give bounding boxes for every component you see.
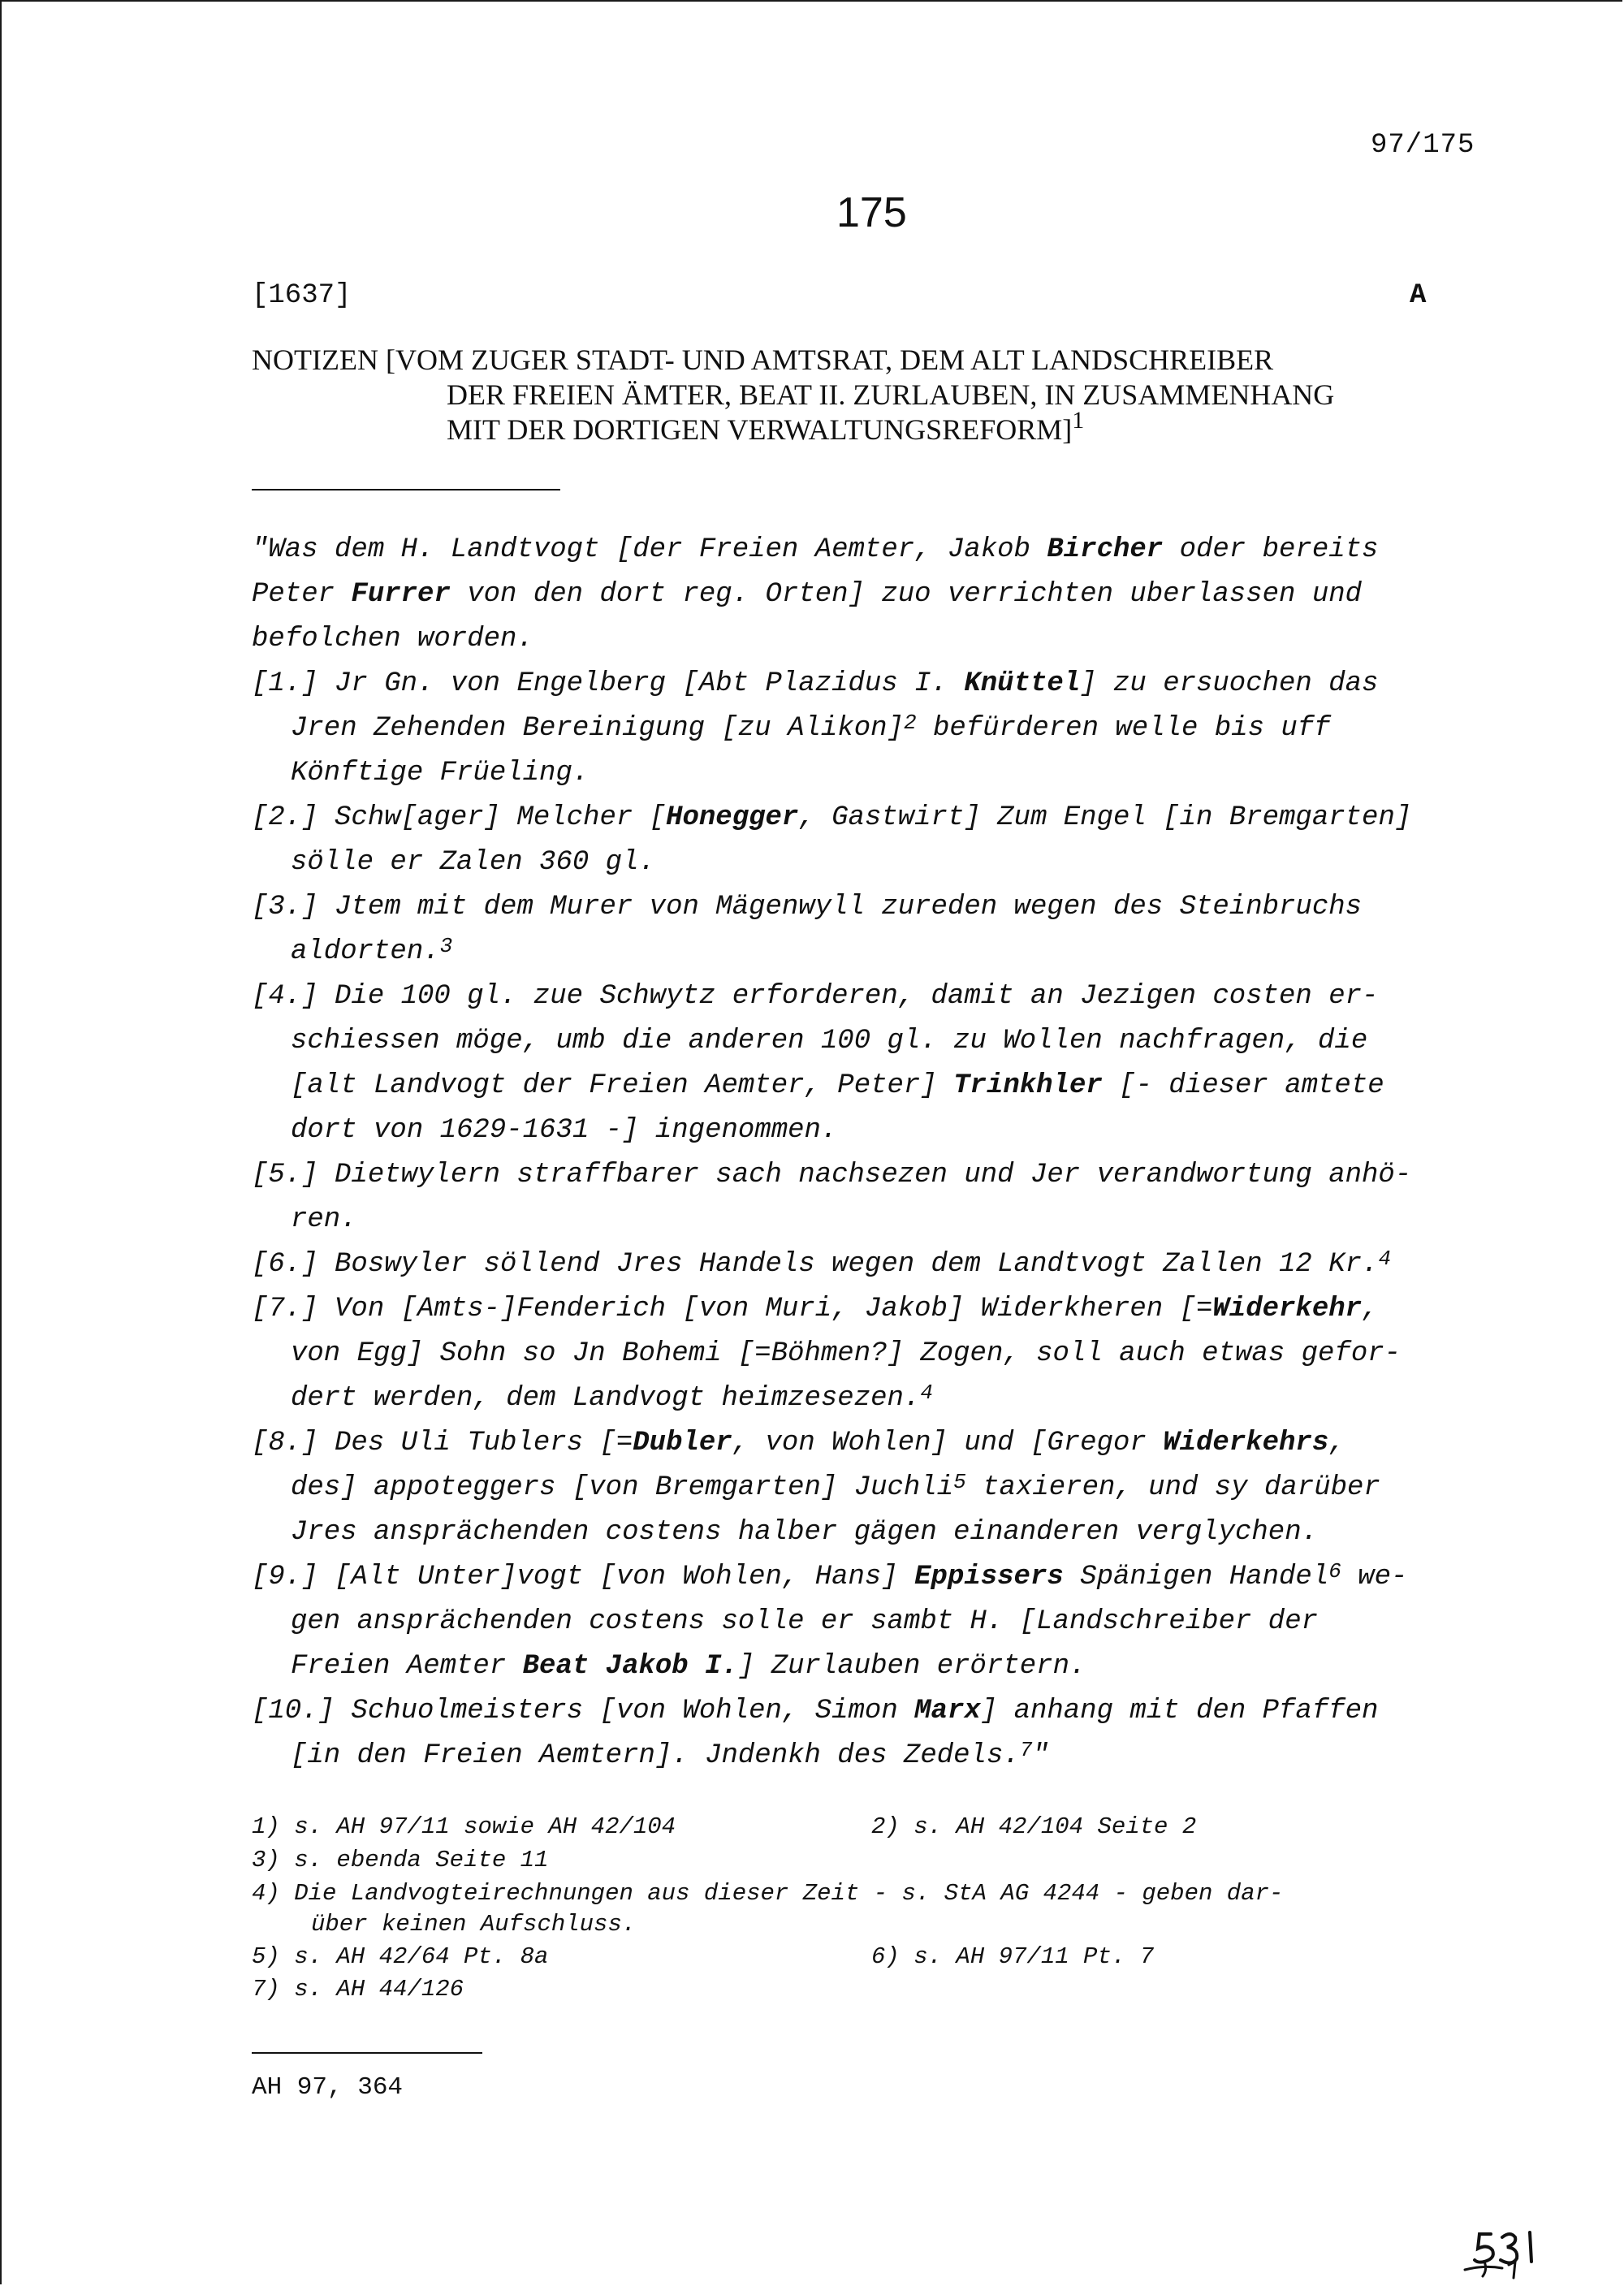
item-4-line: [4.] Die 100 gl. zue Schwytz erforderen, damit an Jezigen costen er- [252,981,1379,1012]
item-4-line: schiessen möge, umb die anderen 100 gl. zu Wollen nachfragen, die [291,1026,1368,1057]
name-widerkehrs: Widerkehrs [1163,1428,1329,1458]
name-beat-jakob: Beat Jakob I. [522,1651,738,1682]
page-number: 175 [836,189,907,236]
footnote-7: 7) s. AH 44/126 [252,1976,464,2003]
item-9-line: gen ansprächenden costens solle er sambt H. [Landschreiber der [291,1606,1319,1637]
footnote-marker: 1 [1072,407,1085,434]
item-8-line: des] appoteggers [von Bremgarten] Juchli$^5$ taxieren, und sy darüber [291,1470,1380,1503]
footnote-3: 3) s. ebenda Seite 11 [252,1847,549,1873]
footnote-1: 1) s. AH 97/11 sowie AH 42/104 [252,1813,676,1840]
title-text: MIT DER DORTIGEN VERWALTUNGSREFORM] [447,413,1073,446]
name-dubler: Dubler [633,1428,732,1458]
item-9-line: [9.] [Alt Unter]vogt [von Wohlen, Hans] Eppissers Spänigen Handel$^6$ we- [252,1559,1408,1592]
footnote-2: 2) s. AH 42/104 Seite 2 [871,1813,1197,1840]
item-10-line: [in den Freien Aemtern]. Jndenkh des Zedels.$^7$" [291,1738,1049,1771]
document-reference: 97/175 [1371,130,1475,161]
name-trinkhler: Trinkhler [953,1070,1103,1101]
separator-rule [252,2052,482,2054]
name-bircher: Bircher [1047,534,1164,565]
item-5-line: [5.] Dietwylern straffbarer sach nachsezen und Jer verandwortung anhö- [252,1160,1412,1191]
item-5-line: ren. [291,1204,357,1235]
item-4-line: dort von 1629-1631 -] ingenommen. [291,1115,838,1146]
item-3-line: aldorten.$^3$ [291,934,453,967]
item-8-line: Jres ansprächenden costens halber gägen einanderen verglychen. [291,1517,1319,1548]
footnote-5: 5) s. AH 42/64 Pt. 8a [252,1943,549,1970]
intro-line: "Was dem H. Landtvogt [der Freien Aemter, Jakob Bircher oder bereits [252,534,1379,565]
name-furrer: Furrer [351,579,451,610]
footnote-marker: 2 [903,711,917,735]
footnote-marker: 5 [953,1470,966,1494]
name-honegger: Honegger [666,802,799,833]
footnote-marker: 4 [920,1381,933,1405]
item-7-line: [7.] Von [Amts-]Fenderich [von Muri, Jakob] Widerkheren [=Widerkehr, [252,1294,1379,1324]
item-3-line: [3.] Jtem mit dem Murer von Mägenwyll zureden wegen des Steinbruchs [252,892,1363,923]
name-marx: Marx [914,1696,981,1726]
item-10-line: [10.] Schuolmeisters [von Wohlen, Simon Marx] anhang mit den Pfaffen [252,1696,1379,1726]
name-widerkehr: Widerkehr [1212,1294,1363,1324]
intro-line: Peter Furrer von den dort reg. Orten] zuo verrichten uberlassen und [252,579,1363,610]
footnote-marker: 6 [1328,1559,1341,1584]
item-9-line: Freien Aemter Beat Jakob I.] Zurlauben erörtern. [291,1651,1086,1682]
item-8-line: [8.] Des Uli Tublers [=Dubler, von Wohlen] und [Gregor Widerkehrs, [252,1428,1345,1458]
footnote-marker: 4 [1378,1247,1392,1271]
name-eppissers: Eppissers [914,1562,1064,1592]
item-1-line: Könftige Früeling. [291,758,590,789]
item-4-line: [alt Landvogt der Freien Aemter, Peter] Trinkhler [- dieser amtete [291,1070,1384,1101]
name-knuettel: Knüttel [964,668,1081,699]
document-date: [1637] [252,280,352,311]
footnote-marker: 3 [439,934,453,958]
footnote-marker: 7 [1019,1738,1033,1762]
item-1-line: [1.] Jr Gn. von Engelberg [Abt Plazidus I. Knüttel] zu ersuochen das [252,668,1379,699]
title-line-1: NOTIZEN [VOM ZUGER STADT- UND AMTSRAT, DEM ALT LANDSCHREIBER [252,344,1274,376]
handwritten-folio-mark [1460,2229,1549,2280]
footnote-4: 4) Die Landvogteirechnungen aus dieser Zeit - s. StA AG 4244 - geben dar- [252,1880,1284,1907]
item-2-line: [2.] Schw[ager] Melcher [Honegger, Gastwirt] Zum Engel [in Bremgarten] [252,802,1412,833]
footnote-4-continued: über keinen Aufschluss. [311,1911,637,1938]
item-1-line: Jren Zehenden Bereinigung [zu Alikon]$^2$ befürderen welle bis uff [291,711,1331,744]
item-7-line: von Egg] Sohn so Jn Bohemi [=Böhmen?] Zogen, soll auch etwas gefor- [291,1338,1402,1369]
title-line-2: DER FREIEN ÄMTER, BEAT II. ZURLAUBEN, IN ZUSAMMENHANG [447,378,1335,411]
archive-reference: AH 97, 364 [252,2073,404,2102]
item-7-line: dert werden, dem Landvogt heimzesezen.$^4$ [291,1381,933,1414]
item-6-line: [6.] Boswyler söllend Jres Handels wegen dem Landtvogt Zallen 12 Kr.$^4$ [252,1247,1392,1280]
separator-rule [252,489,560,490]
title-line-3 [447,407,1085,447]
section-letter: A [1410,280,1427,311]
intro-line: befolchen worden. [252,624,533,655]
footnote-6: 6) s. AH 97/11 Pt. 7 [871,1943,1155,1970]
item-2-line: sölle er Zalen 360 gl. [291,847,655,878]
